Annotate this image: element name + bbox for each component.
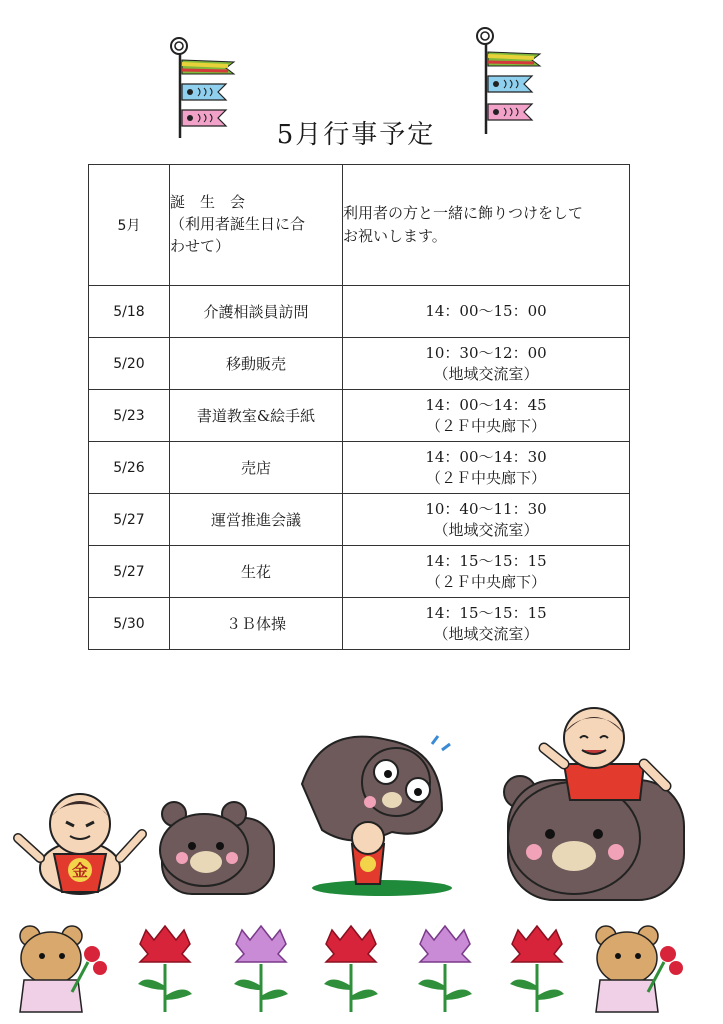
place-text: （地域交流室） — [433, 624, 539, 643]
detail-line: お祝いします。 — [343, 227, 447, 245]
table-row — [89, 338, 630, 390]
carnation-flower-4-icon — [412, 924, 478, 1014]
koinobori-right-icon — [474, 26, 546, 136]
date-cell: 5/27 — [89, 494, 170, 546]
page-title: 5月行事予定 — [276, 120, 436, 150]
time-place-cell — [343, 494, 630, 546]
carnation-flower-1-icon — [132, 924, 198, 1014]
kintaro-badge-text: 金 — [71, 861, 89, 880]
event-cell: 介護相談員訪問 — [170, 286, 343, 338]
schedule-table — [88, 164, 630, 650]
event-cell: 移動販売 — [170, 338, 343, 390]
event-cell: 売店 — [170, 442, 343, 494]
event-cell: 運営推進会議 — [170, 494, 343, 546]
place-text: （２Ｆ中央廊下） — [425, 468, 546, 487]
carnation-flower-3-icon — [318, 924, 384, 1014]
place-text: （２Ｆ中央廊下） — [425, 416, 546, 435]
time-place-cell — [343, 390, 630, 442]
time-text: 14：00～15：00 — [425, 302, 547, 321]
date-cell: 5/26 — [89, 442, 170, 494]
bear-bouquet-left-illustration — [10, 922, 112, 1016]
time-text: 10：30～12：00 — [425, 344, 547, 363]
date-cell: 5/20 — [89, 338, 170, 390]
month-cell: 5月 — [89, 165, 170, 286]
place-text: （２Ｆ中央廊下） — [425, 572, 546, 591]
time-text: 14：00～14：45 — [425, 396, 547, 415]
date-cell: 5/18 — [89, 286, 170, 338]
kintaro-left-illustration — [10, 782, 150, 902]
koinobori-left-icon — [168, 36, 240, 140]
event-line: わせて） — [170, 236, 231, 255]
event-cell: ３Ｂ体操 — [170, 598, 343, 650]
table-row — [89, 442, 630, 494]
table-row — [89, 390, 630, 442]
table-row — [89, 494, 630, 546]
time-place-cell — [343, 286, 630, 338]
date-cell: 5/27 — [89, 546, 170, 598]
bear-standing-illustration — [152, 792, 280, 900]
bear-bouquet-right-illustration — [588, 922, 688, 1016]
table-row — [89, 598, 630, 650]
event-line: （利用者誕生日に合 — [170, 215, 306, 234]
table-row — [89, 546, 630, 598]
time-text: 10：40～11：30 — [425, 500, 547, 519]
birthday-event-cell — [170, 165, 343, 286]
time-place-cell — [343, 338, 630, 390]
table-row — [89, 165, 630, 286]
event-line: 誕 生 会 — [170, 193, 246, 212]
place-text: （地域交流室） — [433, 364, 539, 383]
carnation-flower-2-icon — [228, 924, 294, 1014]
place-text: （地域交流室） — [433, 520, 539, 539]
event-cell: 生花 — [170, 546, 343, 598]
event-cell: 書道教室&絵手紙 — [170, 390, 343, 442]
detail-line: 利用者の方と一緒に飾りつけをして — [343, 203, 584, 222]
kintaro-lifting-bear-illustration — [292, 720, 468, 900]
time-text: 14：15～15：15 — [425, 604, 547, 623]
table-row — [89, 286, 630, 338]
time-place-cell — [343, 442, 630, 494]
date-cell: 5/30 — [89, 598, 170, 650]
carnation-flower-5-icon — [504, 924, 570, 1014]
time-place-cell — [343, 546, 630, 598]
time-text: 14：15～15：15 — [425, 552, 547, 571]
schedule-body — [89, 165, 630, 650]
time-text: 14：00～14：30 — [425, 448, 547, 467]
time-place-cell — [343, 598, 630, 650]
birthday-detail-cell — [343, 165, 630, 286]
kintaro-riding-bear-illustration — [494, 700, 690, 906]
date-cell: 5/23 — [89, 390, 170, 442]
